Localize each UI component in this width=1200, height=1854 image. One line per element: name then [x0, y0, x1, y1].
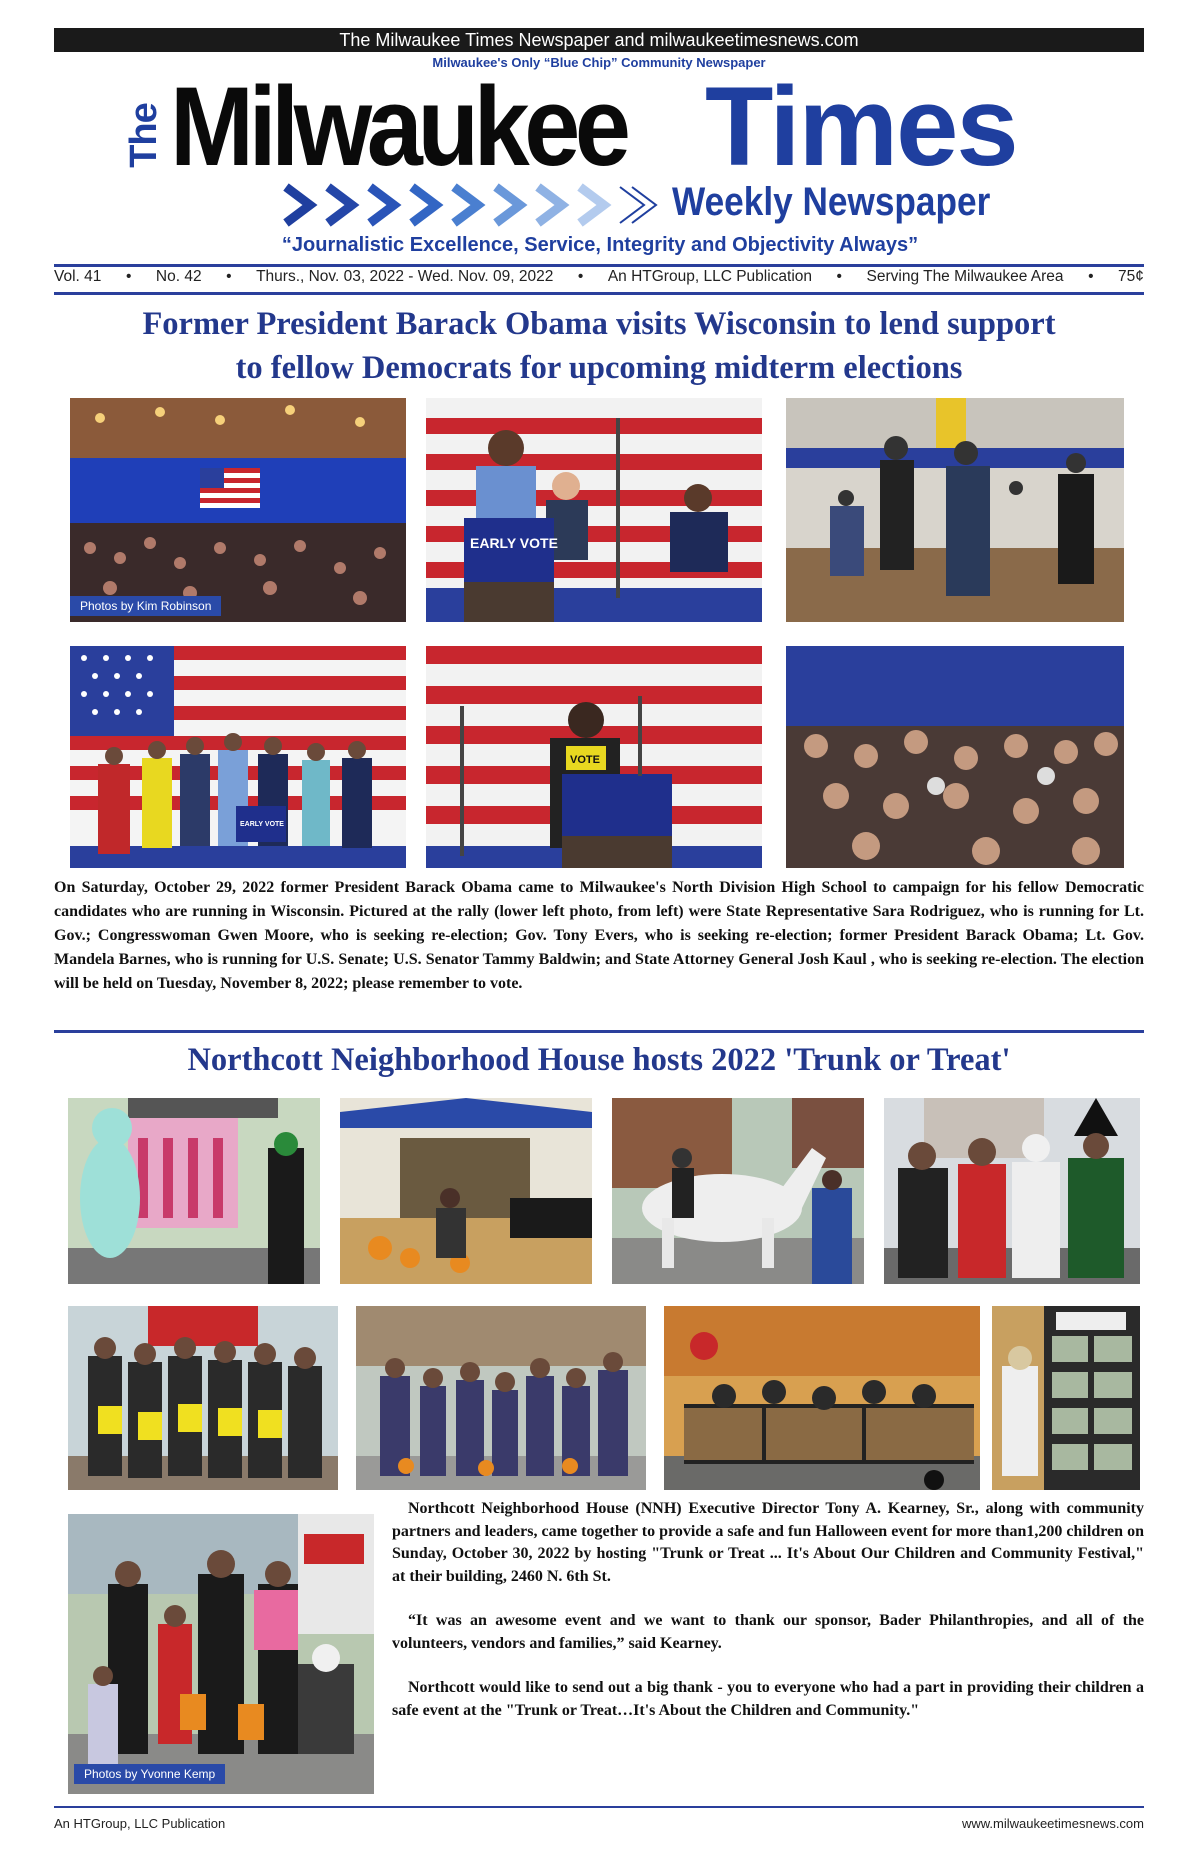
photo-kids-costumes [356, 1306, 646, 1490]
issue-serving: Serving The Milwaukee Area [866, 268, 1064, 285]
photo-vote-speaker [426, 646, 762, 868]
photo-credit-yvonne: Photos by Yvonne Kemp [74, 1764, 225, 1784]
story1-headline [54, 302, 1144, 390]
story2-body [392, 1498, 1144, 1744]
story1-caption: On Saturday, October 29, 2022 former President Barack Obama came to Milwaukee's North Division High School to campaign for his fellow Democratic candidates who are running in Wisconsin. Pictured at the rally (lower left photo, from left) were State Representative Sara Rodriguez, who is running for Lt. Gov.; Congresswoman Gwen Moore, who is seeking re-election; Gov. Tony Evers, who is seeking re-election; former President Barack Obama; Lt. Gov. Mandela Barnes, who is running for U.S. Senate; U.S. Senator Tammy Baldwin; and State Attorney General Josh Kaul , who is seeking re-election. The election will be held on Tuesday, November 8, 2022; please remember to vote. [54, 879, 1144, 992]
photo-horse [612, 1098, 864, 1284]
rule-footer [54, 1806, 1144, 1808]
chevron-arrows-icon [280, 183, 670, 227]
issue-line [54, 268, 1144, 286]
rule-mid [54, 1030, 1144, 1033]
issue-number: No. 42 [155, 268, 202, 285]
story1-headline-line2: to fellow Democrats for upcoming midterm elections [235, 350, 963, 386]
photo-history-display [992, 1306, 1140, 1490]
rule-top [54, 264, 1144, 267]
issue-sep: • [577, 268, 584, 285]
photo-volunteers-bags [68, 1306, 338, 1490]
photo-credit-kim: Photos by Kim Robinson [70, 596, 221, 616]
photo-rally-crowd [70, 398, 406, 622]
photo-families-group [68, 1514, 374, 1794]
photo-rally-attendees [786, 398, 1124, 622]
masthead-weekly: Weekly Newspaper [672, 180, 991, 224]
issue-volume: Vol. 41 [54, 268, 102, 285]
photo-obama-podium [426, 398, 762, 622]
masthead-milwaukee: Milwaukee [170, 64, 626, 189]
podium-sign-text: EARLY VOTE [470, 535, 558, 551]
rule-issue [54, 292, 1144, 295]
story2-paragraph: Northcott would like to send out a big thank - you to everyone who had a part in providing their children a safe event at the "Trunk or Treat…It's About the Children and Community." [392, 1679, 1144, 1719]
photo-hayride [664, 1306, 980, 1490]
issue-publisher: An HTGroup, LLC Publication [607, 268, 813, 285]
masthead-times: Times [705, 64, 1017, 189]
masthead [0, 64, 1200, 268]
masthead-tagline: “Journalistic Excellence, Service, Integrity and Objectivity Always” [281, 234, 919, 256]
footer-website: www.milwaukeetimesnews.com [961, 1816, 1144, 1831]
story2-headline: Northcott Neighborhood House hosts 2022 'Trunk or Treat' [187, 1042, 1011, 1078]
issue-sep: • [226, 268, 232, 285]
blue-chip-slogan: Milwaukee's Only “Blue Chip” Community Newspaper [432, 55, 766, 70]
footer-publisher: An HTGroup, LLC Publication [54, 1816, 226, 1831]
photo-tent-booth [340, 1098, 592, 1284]
issue-sep: • [1088, 268, 1094, 285]
story2-paragraph: Northcott Neighborhood House (NNH) Executive Director Tony A. Kearney, Sr., along with community partners and leaders, came together to provide a safe and fun Halloween event for more than1,200 children on Sunday, October 30, 2022 by hosting "Trunk or Treat ... It's About Our Children and Community Festival," at their building, 2460 N. 6th St. [392, 1500, 1144, 1585]
photo-costumed-group [884, 1098, 1140, 1284]
shirt-text: VOTE [570, 754, 600, 766]
issue-dates: Thurs., Nov. 03, 2022 - Wed. Nov. 09, 2022 [256, 268, 554, 285]
podium-sign-text: EARLY VOTE [240, 821, 284, 828]
photo-unicorn-trunk [68, 1098, 320, 1284]
story2-paragraph: “It was an awesome event and we want to thank our sponsor, Bader Philanthropies, and all of the volunteers, vendors and families,” said Kearney. [392, 1612, 1144, 1652]
issue-price: 75¢ [1118, 268, 1144, 285]
photo-crowd-phones [786, 646, 1124, 868]
issue-sep: • [836, 268, 842, 285]
photo-candidates-lineup [70, 646, 406, 868]
story1-headline-line1: Former President Barack Obama visits Wisconsin to lend support [142, 306, 1056, 342]
top-banner: The Milwaukee Times Newspaper and milwaukeetimesnews.com [54, 28, 1144, 52]
masthead-the: The [122, 102, 165, 168]
issue-sep: • [125, 268, 132, 285]
